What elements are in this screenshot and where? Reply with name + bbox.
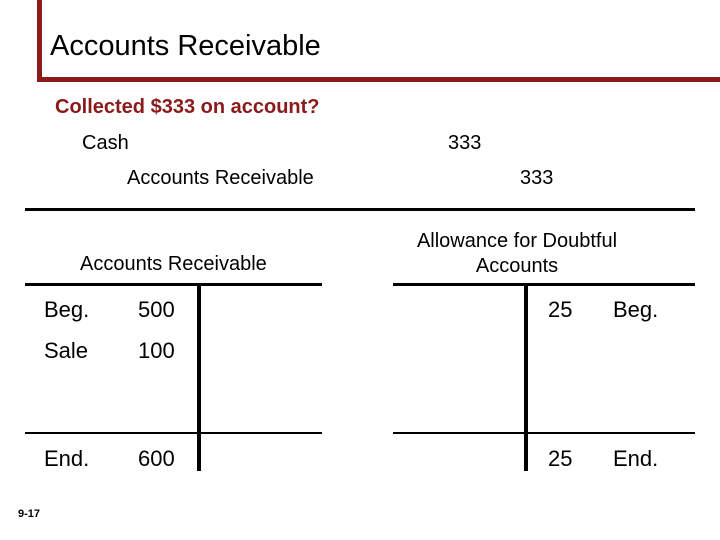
ar-t-account-heading: Accounts Receivable xyxy=(80,253,267,275)
ar-row-amount: 500 xyxy=(138,297,175,322)
ar-ending-label: End. xyxy=(44,446,90,471)
allowance-t-account-vertical-rule xyxy=(524,283,528,471)
slide-title: Accounts Receivable xyxy=(50,30,321,62)
allowance-ending-label: End. xyxy=(613,446,659,471)
allowance-t-account-heading: Allowance for Doubtful Accounts xyxy=(416,230,618,277)
ar-row-amount: 100 xyxy=(138,338,175,363)
slide-number: 9-17 xyxy=(18,508,41,520)
allowance-row-label: Beg. xyxy=(613,297,659,322)
journal-credit-account: Accounts Receivable xyxy=(127,167,314,189)
allowance-t-account-total-rule xyxy=(393,432,695,434)
question-text: Collected $333 on account? xyxy=(55,96,320,118)
allowance-t-account-top-rule xyxy=(393,283,695,286)
title-accent-vertical-bar xyxy=(37,0,42,82)
ar-t-account-vertical-rule xyxy=(197,283,201,471)
ar-row-label: Sale xyxy=(44,338,89,363)
section-divider xyxy=(25,208,695,211)
ar-row-label: Beg. xyxy=(44,297,90,322)
journal-credit-amount: 333 xyxy=(520,167,554,189)
allowance-row-amount: 25 xyxy=(548,297,573,322)
ar-t-account-top-rule xyxy=(25,283,322,286)
ar-t-account-total-rule xyxy=(25,432,322,434)
journal-debit-amount: 333 xyxy=(448,132,482,154)
journal-debit-account: Cash xyxy=(82,132,129,154)
allowance-ending-amount: 25 xyxy=(548,446,573,471)
title-accent-horizontal-bar xyxy=(37,77,720,82)
ar-ending-amount: 600 xyxy=(138,446,175,471)
